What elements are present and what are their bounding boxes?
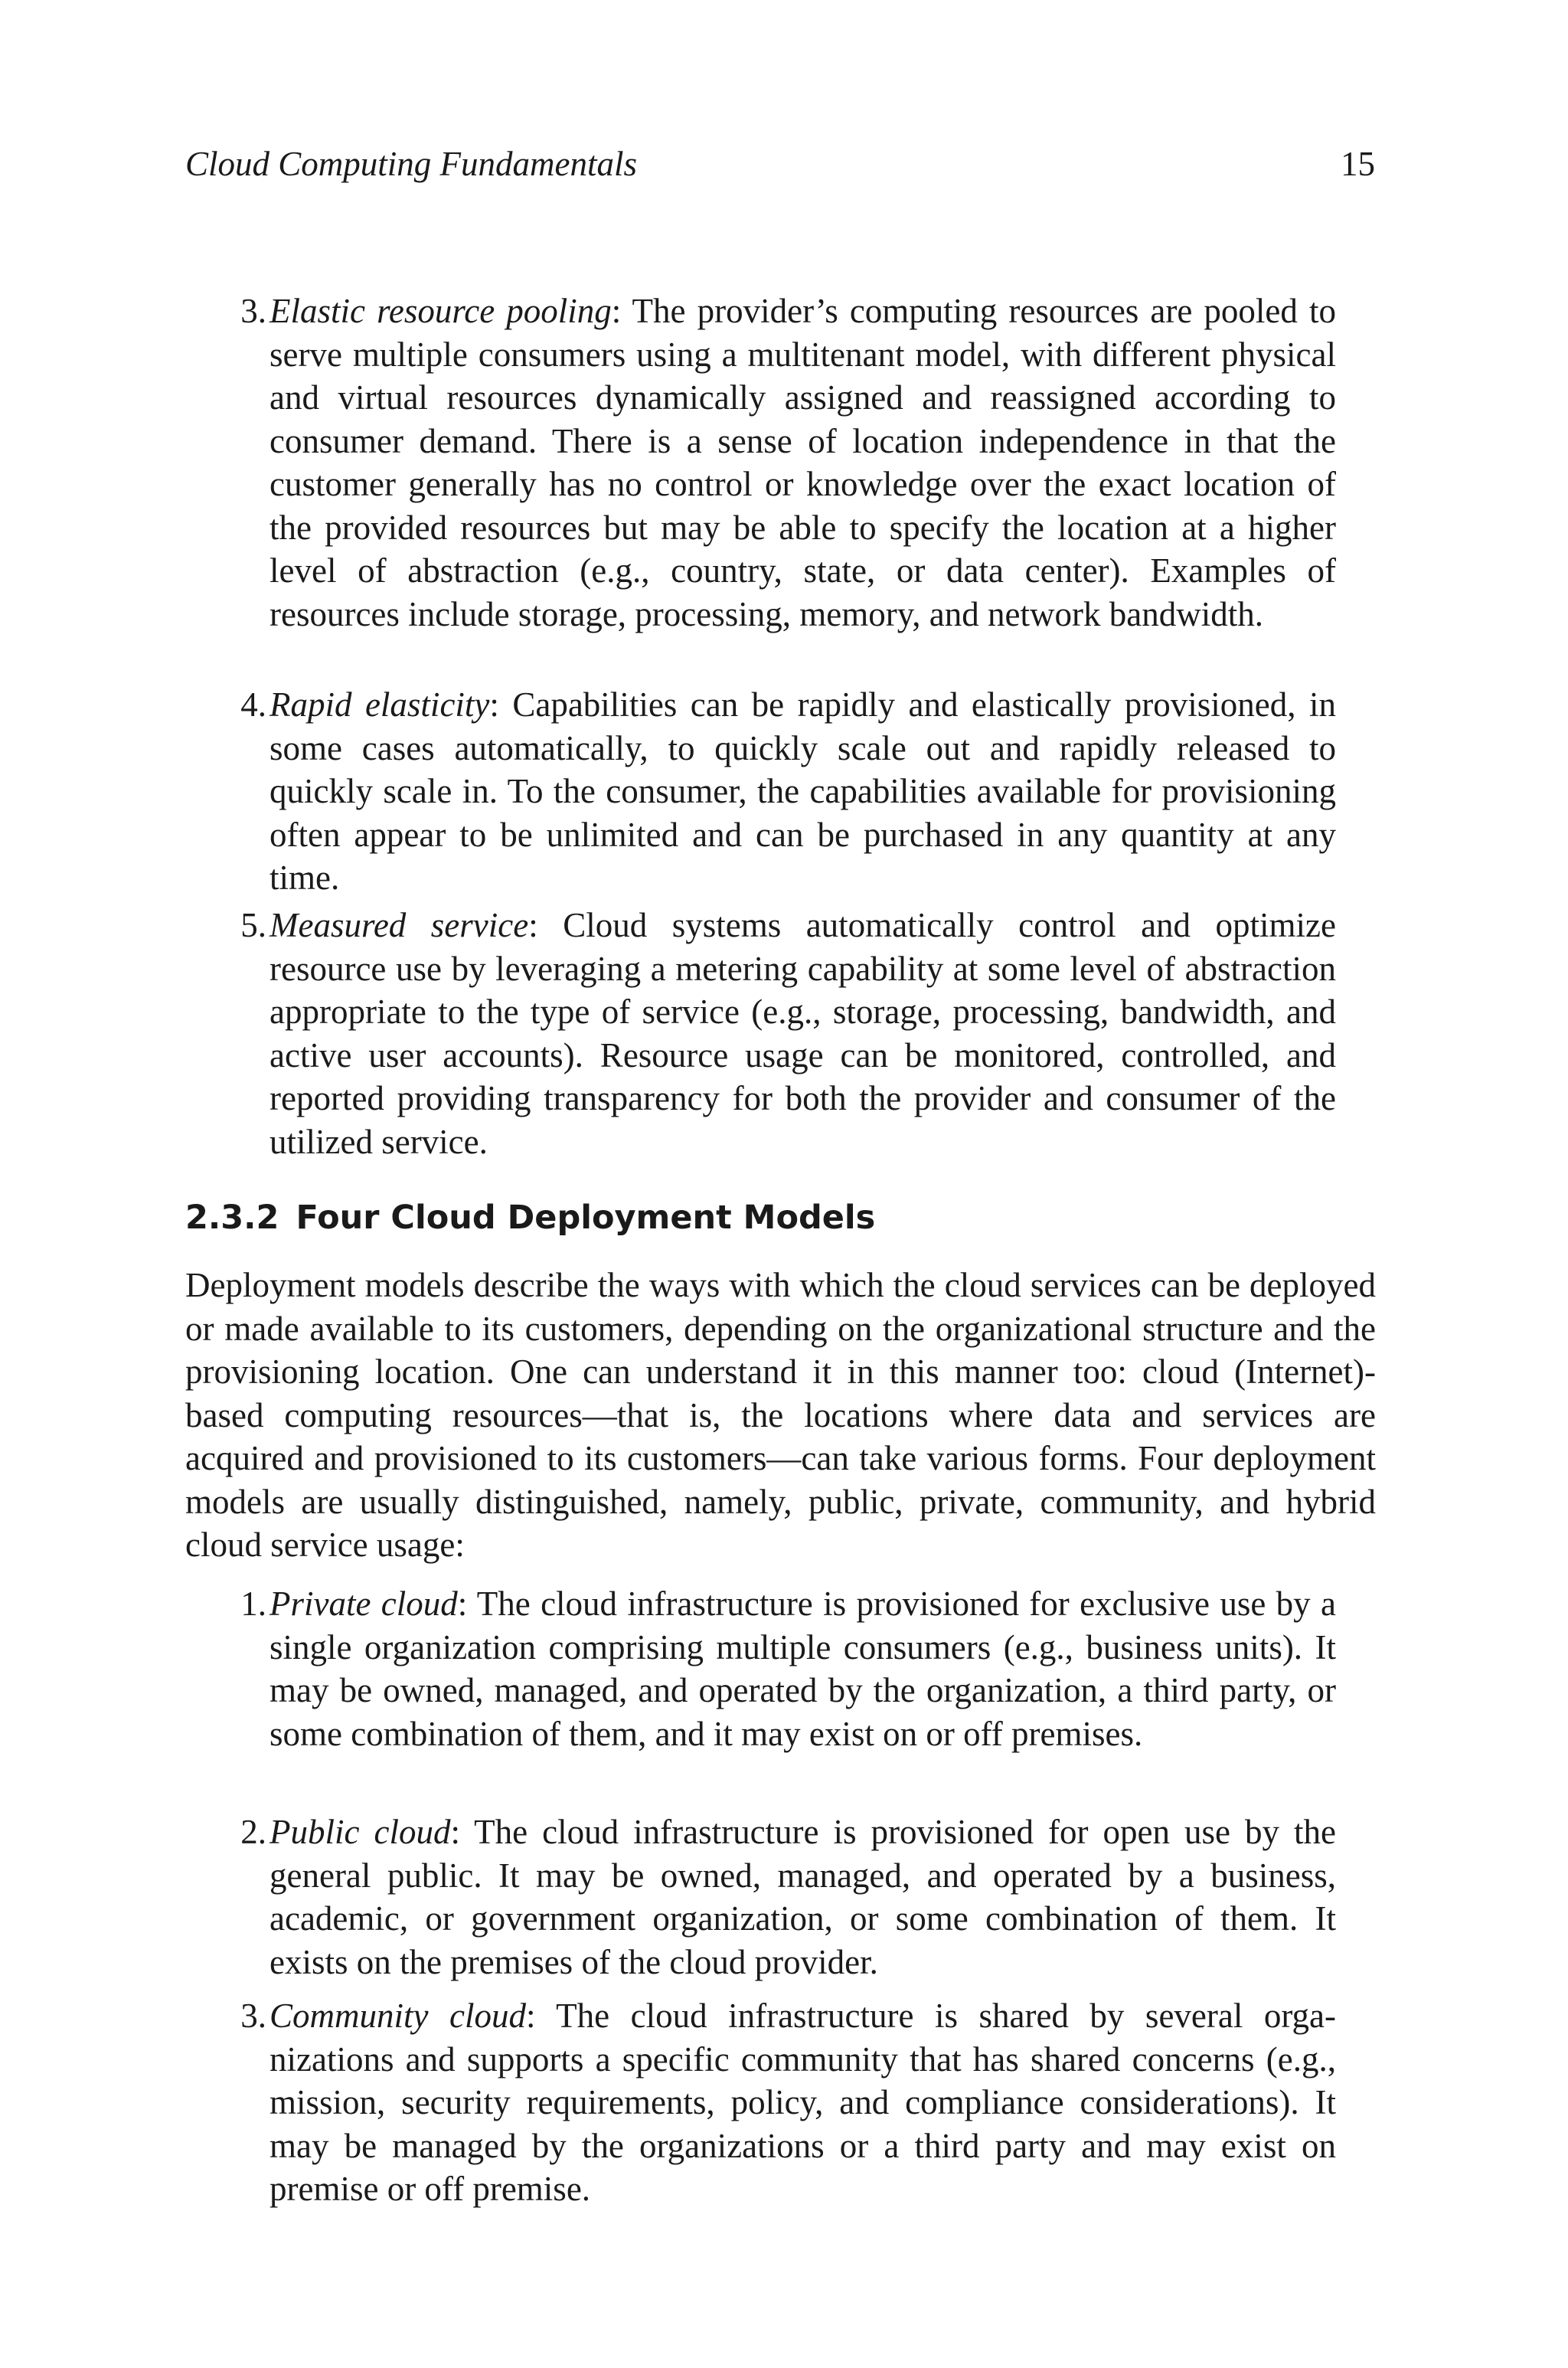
page-number: 15: [1341, 145, 1375, 183]
list-item-text: : The cloud infrastructure is provisioned for exclusive use by a single organization comprising multiple consumers (e.g., business units). It may be owned, managed, and operated by the organization, a third party, or some combination of them, and it may exist on or off premises.: [270, 1585, 1336, 1753]
list-item-rapid-elasticity: [240, 683, 1336, 900]
list-item-text: : The provider’s computing resources are pooled to serve multiple consumers using a multitenant model, with different physical and virtual resources dynamically assigned and reassigned according to consumer demand. There is a sense of location independence in that the customer generally has no control or knowledge over the exact location of the provided resources but may be able to specify the location at a higher level of abstraction (e.g., country, state, or data center). Examples of resources include storage, processing, memory, and network bandwidth.: [270, 292, 1336, 633]
list-item-number: 2.: [240, 1813, 266, 1851]
list-item-private-cloud: [240, 1582, 1336, 1755]
intro-paragraph: Deployment models describe the ways with which the cloud services can be deployed or made available to its customers, depending on the organizational structure and the provisioning location. One can understand it in this manner too: cloud (Internet)-based computing resources—that is, the locations where data and services are acquired and provisioned to its customers—can take various forms. Four deployment models are usually distinguished, namely, public, private, community, and hybrid cloud service usage:: [185, 1266, 1376, 1564]
list-item-public-cloud: [240, 1810, 1336, 1984]
list-item-text: : The cloud infrastructure is provisioned for open use by the general public. It may be owned, managed, and operated by a business, academic, or government organization, or some combination of them. It exists on the premises of the cloud provider.: [270, 1813, 1336, 1981]
list-item-text: : The cloud infrastructure is shared by several organizations and supports a specific community that has shared concerns (e.g., mission, security requirements, policy, and compliance considerations). It may be managed by the organizations or a third party and may exist on premise or off premise.: [270, 1997, 1336, 2208]
list-item-term: Elastic resource pooling: [270, 292, 612, 330]
list-item-community-cloud: [240, 1994, 1336, 2211]
section-heading: [185, 1195, 875, 1241]
list-item-measured-service: [240, 904, 1336, 1163]
list-item-term: Private cloud: [270, 1585, 458, 1623]
list-item-elastic-resource-pooling: [240, 289, 1336, 636]
list-item-number: 3.: [240, 1997, 266, 2035]
list-item-term: Measured service: [270, 906, 529, 944]
list-item-text: : Cloud systems automatically control and optimize resource use by leveraging a metering capability at some level of abstraction appropriate to the type of service (e.g., storage, processing, bandwidth, and active user accounts). Resource usage can be monitored, controlled, and reported providing transparency for both the provider and consumer of the utilized service.: [270, 906, 1336, 1161]
list-item-number: 4.: [240, 685, 266, 724]
list-item-term: Rapid elasticity: [270, 685, 490, 724]
list-item-term: Community cloud: [270, 1997, 526, 2035]
list-item-number: 5.: [240, 906, 266, 944]
section-number: 2.3.2: [185, 1199, 279, 1237]
list-item-number: 3.: [240, 292, 266, 330]
list-item-term: Public cloud: [270, 1813, 451, 1851]
list-item-text: : Capabilities can be rapidly and elastically provisioned, in some cases automatically, to quickly scale out and rapidly released to quickly scale in. To the consumer, the capabilities available for provisioning often appear to be unlimited and can be purchased in any quantity at any time.: [270, 685, 1336, 897]
running-head-title: Cloud Computing Fundamentals: [185, 145, 638, 183]
list-item-number: 1.: [240, 1585, 266, 1623]
section-title: Four Cloud Deployment Models: [296, 1199, 876, 1237]
running-head: [185, 141, 1375, 187]
